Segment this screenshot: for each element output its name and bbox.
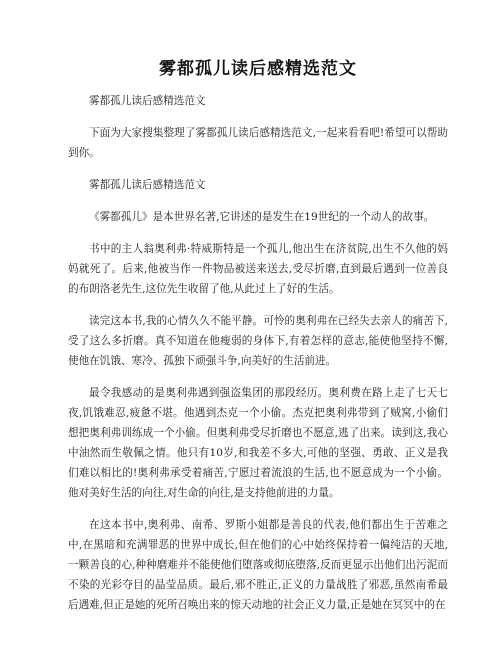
paragraph-3: 读完这本书,我的心情久久不能平静。可怜的奥利弗在已经失去亲人的痛苦下,受了这么多折磨。真不知道在他瘦弱的身体下,有着怎样的意志,能使他坚持不懈,使他在饥饿、寒冷、孤独下顽强斗争,向美好的生活前进。 <box>68 315 448 367</box>
paragraph-1: 《雾都孤儿》是本世界名著,它讲述的是发生在19世纪的一个动人的故事。 <box>89 211 435 223</box>
paragraph-4: 最令我感动的是奥利弗遇到强盗集团的那段经历。奥利费在路上走了七天七夜,饥饿难忍,疲惫不堪。他遇到杰克一个小偷。杰克把奥利弗带到了贼窝,小偷们想把奥利弗训练成一个小偷。但奥利弗受尽折磨也不愿意,逃了出来。读到这,我心中油然而生敬佩之情。他只有10岁,和我差不多大,可他的坚强、勇敢、正义是我们难以相比的!奥利弗承受着痛苦,宁愿过着流浪的生活,也不愿意成为一个小偷。他对美好生活的向往,对生命的向往,是支持他前进的力量。 <box>68 387 448 499</box>
document-title: 雾都孤儿读后感精选范文 <box>159 59 357 79</box>
paragraph-2: 书中的主人翁奥利弗·特威斯特是一个孤儿,他出生在济贫院,出生不久他的妈妈就死了。后来,他被当作一件物品被送来送去,受尽折磨,直到最后遇到一位善良的布朗洛老先生,这位先生收留了他,从此过上了好的生活。 <box>68 243 448 295</box>
paragraph-intro: 下面为大家搜集整理了雾都孤儿读后感精选范文,一起来看看吧!希望可以帮助到你。 <box>68 127 448 159</box>
paragraph-heading: 雾都孤儿读后感精选范文 <box>89 179 206 191</box>
paragraph-subtitle: 雾都孤儿读后感精选范文 <box>89 95 206 107</box>
paragraph-5: 在这本书中,奥利弗、南希、罗斯小姐都是善良的代表,他们都出生于苦难之中,在黑暗和充满罪恶的世界中成长,但在他们的心中始终保持着一偏纯洁的天地,一颗善良的心,种种磨难并不能使他们堕落或彻底堕落,反而更显示出他们出污泥而不染的光彩夺目的晶莹品质。最后,邪不胜正,正义的力量战胜了邪恶,虽然南希最后遇难,但正是她的死所召唤出来的惊天动地的社会正义力量,正是她在冥冥中的在 <box>68 519 448 611</box>
